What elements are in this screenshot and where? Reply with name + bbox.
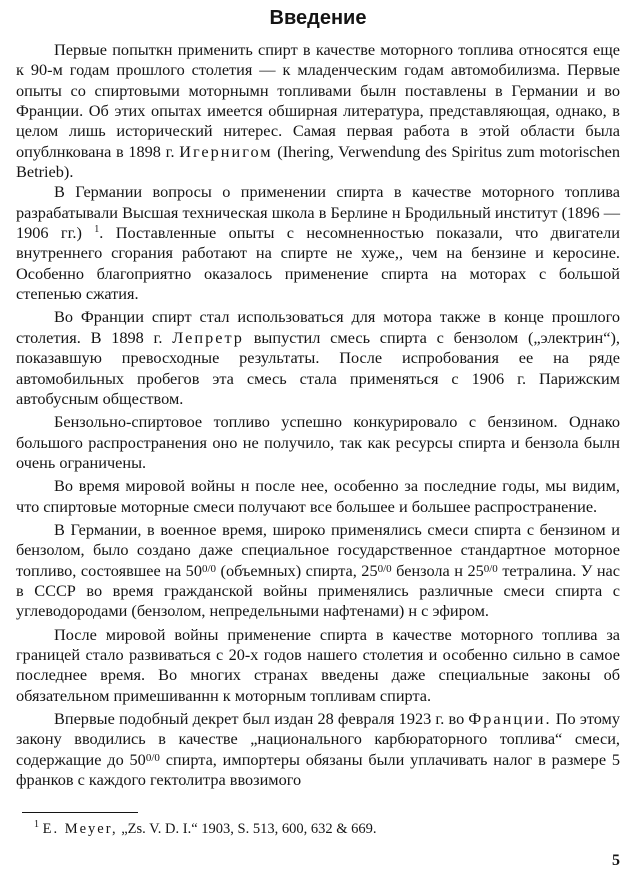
percent-sign: 0/0 bbox=[483, 562, 498, 575]
author-name-ihering: Игернигом bbox=[179, 141, 273, 161]
paragraph-2-text-b: . Поставленные опыты с несомненностью показали, что двигатели внутреннего сгорания работают на спирте не хуже,, чем на бензине и керосине. Особенно благоприятно оказалось применение спирта на моторах с большой степенью сжатия. bbox=[16, 223, 620, 304]
percent-sign: 0/0 bbox=[201, 562, 217, 575]
paragraph-3-text-a: Во Франции спирт стал использоваться для мотора также в конце прошлого столетия. В 1898 г. bbox=[16, 307, 620, 347]
paragraph-1-text-b: (Ihering, Verwendung des Spiritus zum motorischen Betrieb). bbox=[16, 141, 620, 182]
paragraph-6-text-b: (объемных) спирта, 25 bbox=[220, 560, 378, 580]
paragraph-6-text-a: В Германии, в военное время, широко применялись смеси спирта с бензином и бензолом, было создано даже специальное государственное стандартное моторное топливо, состоявшее на 50 bbox=[16, 519, 620, 580]
paragraph-4: Бензольно-спиртовое топливо успешно конкурировало с бензином. Однако большого распространения оно не получило, так как ресурсы спирта и бензола былн очень ограничены. bbox=[16, 412, 620, 472]
percent-sign: 0/0 bbox=[377, 562, 392, 575]
paragraph-5: Во время мировой войны н после нее, особенно за последние годы, мы видим, что спиртовые моторные смеси получают все большее и большее распространение. bbox=[16, 476, 620, 516]
paragraph-8 bbox=[16, 709, 620, 790]
paragraph-8-text-c: спирта, импортеры обязаны были уплачивать налог в размере 5 франков с каждого гектолитра ввозимого bbox=[16, 749, 620, 790]
paragraph-6-text-c: бензола н 25 bbox=[396, 560, 484, 580]
paragraph-1-text-a: Первые попыткн применить спирт в качестве моторного топлива относятся еще к 90-м годам прошлого столетия — к младенческим годам автомобилизма. Первые опыты со спиртовыми моторнымн топливами былн поставлены в Германии и во Франции. Об этих опытах имеется обширная литература, представляющая, однако, в целом лишь исторический нитерес. Самая первая работа в этой области была опублнкована в 1898 г. bbox=[16, 40, 620, 161]
percent-sign: 0/0 bbox=[145, 751, 160, 764]
paragraph-1 bbox=[16, 40, 620, 182]
footnote-marker: 1 bbox=[34, 819, 39, 830]
paragraph-7: После мировой войны применение спирта в качестве моторного топлива за границей стало развиваться с 20-х годов нашего столетия и особенно сильно в самое последнее время. Во многих странах введены даже специальные законы об обязательном примешиваннн к моторным топливам спирта. bbox=[16, 624, 620, 705]
footnote-divider bbox=[22, 812, 138, 813]
paragraph-8-text-a: Впервые подобный декрет был издан 28 февраля 1923 г. во bbox=[54, 709, 465, 728]
paragraph-2 bbox=[16, 182, 620, 304]
paragraph-6 bbox=[16, 520, 620, 622]
paragraph-3 bbox=[16, 307, 620, 409]
paragraph-6-text-d: тетралина. У нас в СССР во время гражданской войны применялись различные смеси спирта с углеводородами (бензолом, непредельными нафтенами) н с эфиром. bbox=[16, 560, 620, 621]
body-text bbox=[16, 40, 620, 790]
country-name-france: Франции. bbox=[468, 709, 552, 728]
author-name-lepretr: Лепретр bbox=[172, 327, 244, 347]
section-title: Введение bbox=[269, 7, 367, 29]
paragraph-3-text-b: выпустил смесь спирта с бензолом („электрин“), показавшую превосходные результаты. После испробования ее на ряде автомобильных пробегов эта смесь стала применяться с 1906 г. Парижским автобусным обществом. bbox=[16, 327, 620, 408]
paragraph-8-text-b: По этому закону вводились в качестве „национального карбюраторного топлива“ смеси, содержащие до 50 bbox=[16, 709, 621, 769]
footnote-author: E. Meyer, bbox=[42, 821, 118, 837]
page-number: 5 bbox=[612, 852, 620, 869]
paragraph-2-text-a: В Германии вопросы о применении спирта в качестве моторного топлива разрабатывали Высшая техническая школа в Берлине н Бродильный институт (1896 — 1906 гг.) bbox=[16, 182, 620, 243]
footnote bbox=[34, 820, 594, 838]
footnote-text: „Zs. V. D. I.“ 1903, S. 513, 600, 632 & 669. bbox=[121, 821, 377, 837]
footnote-reference: 1 bbox=[94, 224, 100, 236]
